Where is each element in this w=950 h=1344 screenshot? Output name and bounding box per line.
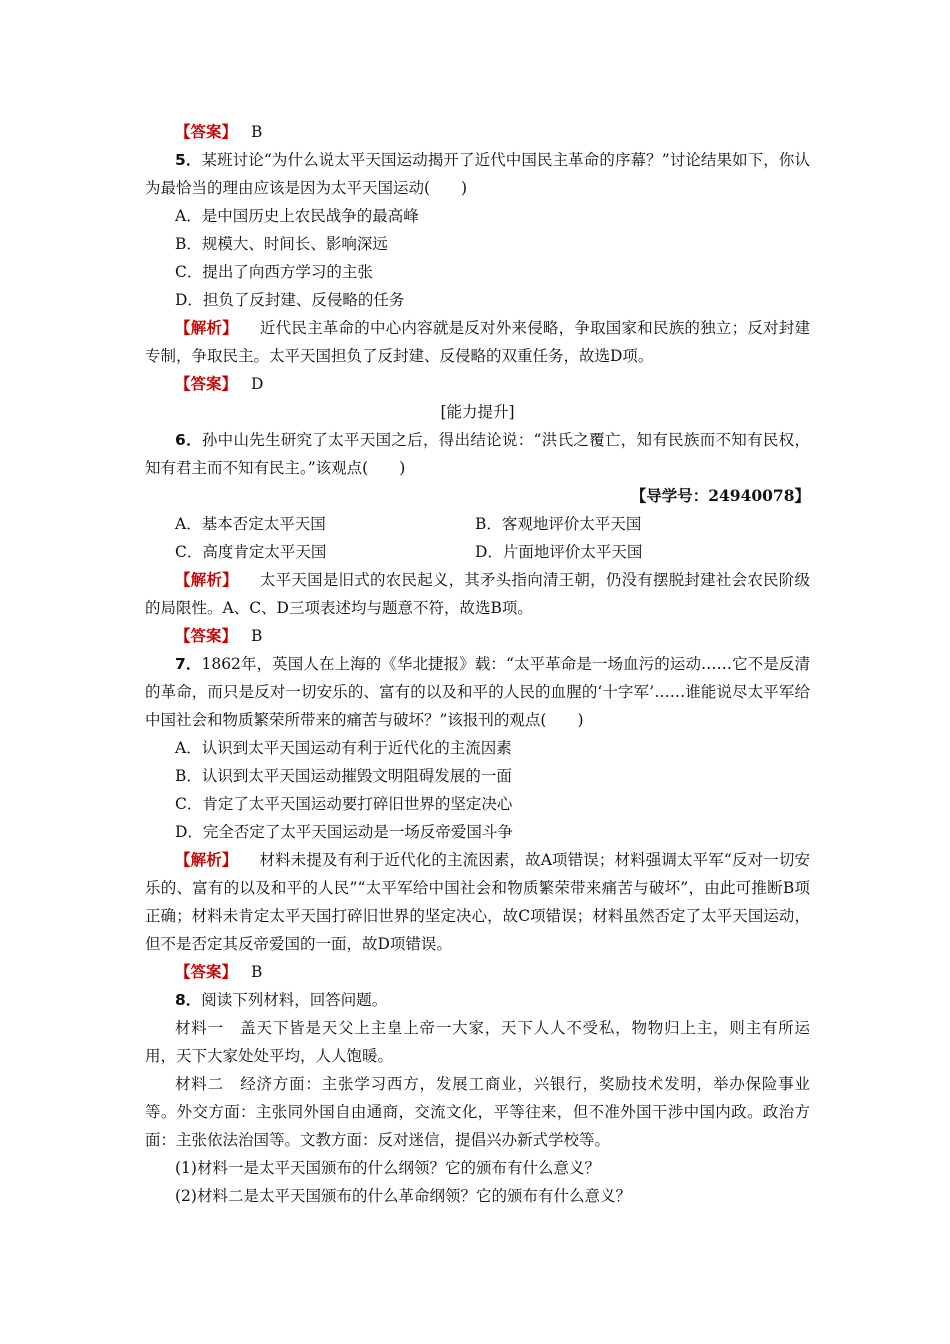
- analysis-q6: [145, 566, 810, 622]
- analysis-label: 【解析】: [175, 318, 238, 337]
- option-c: C．肯定了太平天国运动要打碎旧世界的坚定决心: [175, 795, 513, 813]
- answer-value: B: [251, 963, 263, 981]
- analysis-text: 太平天国是旧式的农民起义，其矛头指向清王朝，仍没有摆脱封建社会农民阶级的局限性。A、C、D三项表述均与题意不符，故选B项。: [145, 571, 810, 617]
- question-7: [145, 650, 810, 734]
- option-d: D．完全否定了太平天国运动是一场反帝爱国斗争: [175, 823, 513, 841]
- answer-label: 【答案】: [175, 122, 238, 141]
- material-1: 材料一 盖天下皆是天父上主皇上帝一大家，天下人人不受私，物物归上主，则主有所运用，天下大家处处平均，人人饱暖。: [145, 1019, 810, 1065]
- answer-value: B: [251, 627, 263, 645]
- question-8: [145, 986, 810, 1014]
- sub-question-1: (1)材料一是太平天国颁布的什么纲领？它的颁布有什么意义？: [175, 1159, 600, 1177]
- options-row-1: [145, 510, 810, 538]
- analysis-text: 材料未提及有利于近代化的主流因素，故A项错误；材料强调太平军“反对一切安乐的、富有的以及和平的人民”“太平军给中国社会和物质繁荣带来痛苦与破坏”，由此可推断B项正确；材料未肯定太平天国打碎旧世界的坚定决心，故C项错误；材料虽然否定了太平天国运动，但不是否定其反帝爱国的一面，故D项错误。: [145, 851, 810, 953]
- guide-number: 【导学号：24940078】: [630, 486, 810, 505]
- option-c: C．高度肯定太平天国: [175, 543, 327, 561]
- sub-question-2: (2)材料二是太平天国颁布的什么革命纲领？它的颁布有什么意义？: [175, 1187, 631, 1205]
- analysis-q7: [145, 846, 810, 958]
- answer-label: 【答案】: [175, 374, 238, 393]
- analysis-label: 【解析】: [175, 850, 238, 869]
- option-d: D．片面地评价太平天国: [475, 543, 643, 561]
- question-number: 5．: [175, 151, 202, 169]
- question-text: 某班讨论“为什么说太平天国运动揭开了近代中国民主革命的序幕？”讨论结果如下，你认为最恰当的理由应该是因为太平天国运动( ): [145, 151, 810, 197]
- question-number: 7．: [175, 655, 202, 673]
- answer-value: B: [251, 123, 263, 141]
- answer-line-q6: [145, 622, 810, 650]
- document-page: [145, 118, 810, 1210]
- question-text: 阅读下列材料，回答问题。: [201, 991, 388, 1009]
- question-number: 8．: [175, 991, 202, 1009]
- option-a: A．基本否定太平天国: [175, 515, 326, 533]
- answer-label: 【答案】: [175, 962, 238, 981]
- answer-line-q5: [145, 370, 810, 398]
- analysis-q5: [145, 314, 810, 370]
- section-heading: [能力提升]: [440, 403, 515, 421]
- option-a: A．是中国历史上农民战争的最高峰: [175, 207, 419, 225]
- question-number: 6．: [175, 431, 202, 449]
- answer-value: D: [251, 375, 264, 393]
- question-5: [145, 146, 810, 202]
- answer-line-q7: [145, 958, 810, 986]
- question-6: [145, 426, 810, 482]
- question-text: 1862年，英国人在上海的《华北捷报》载：“太平革命是一场血污的运动……它不是反清的革命，而只是反对一切安乐的、富有的以及和平的人民的血腥的‘十字军’……谁能说尽太平军给中国社会和物质繁荣所带来的痛苦与破坏？”该报刊的观点( ): [145, 655, 810, 729]
- option-b: B．规模大、时间长、影响深远: [175, 235, 388, 253]
- material-2: 材料二 经济方面：主张学习西方，发展工商业，兴银行，奖励技术发明，举办保险事业等。外交方面：主张同外国自由通商，交流文化，平等往来，但不准外国干涉中国内政。政治方面：主张依法治国等。文教方面：反对迷信，提倡兴办新式学校等。: [145, 1075, 810, 1149]
- option-a: A．认识到太平天国运动有利于近代化的主流因素: [175, 739, 512, 757]
- option-b: B．认识到太平天国运动摧毁文明阻碍发展的一面: [175, 767, 512, 785]
- option-c: C．提出了向西方学习的主张: [175, 263, 373, 281]
- answer-line-q4: [145, 118, 810, 146]
- analysis-text: 近代民主革命的中心内容就是反对外来侵略，争取国家和民族的独立；反对封建专制，争取民主。太平天国担负了反封建、反侵略的双重任务，故选D项。: [145, 319, 810, 365]
- option-b: B．客观地评价太平天国: [475, 515, 642, 533]
- options-row-2: [145, 538, 810, 566]
- analysis-label: 【解析】: [175, 570, 238, 589]
- question-text: 孙中山先生研究了太平天国之后，得出结论说：“洪氏之覆亡，知有民族而不知有民权，知有君主而不知有民主。”该观点( ): [145, 431, 810, 477]
- answer-label: 【答案】: [175, 626, 238, 645]
- option-d: D．担负了反封建、反侵略的任务: [175, 291, 405, 309]
